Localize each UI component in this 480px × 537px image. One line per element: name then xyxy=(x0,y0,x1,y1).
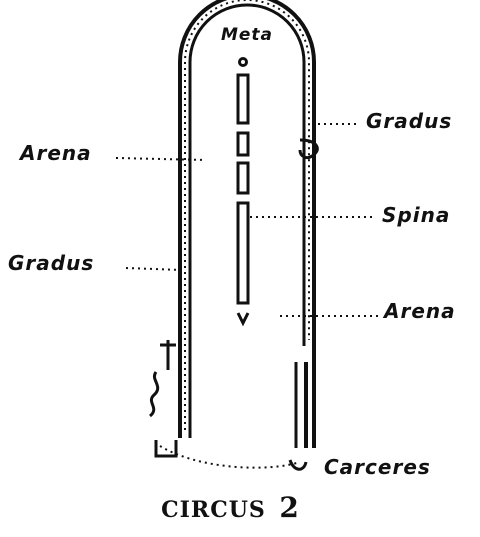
spina-segment xyxy=(238,163,248,193)
label-meta: Meta xyxy=(220,25,274,45)
leader-arena-left xyxy=(116,158,206,160)
label-arena-left: Arena xyxy=(20,141,92,165)
left-entrance-detail xyxy=(150,340,176,416)
caption-text: CIRCUS xyxy=(161,497,266,523)
carceres-right-gate xyxy=(290,460,306,469)
label-spina: Spina xyxy=(382,203,451,227)
figure-caption xyxy=(161,491,299,524)
spina-segment xyxy=(238,133,248,155)
spina xyxy=(238,59,248,324)
carceres-left-gate xyxy=(156,440,176,456)
meta-turning-post-top xyxy=(240,59,247,66)
meta-turning-post-bottom xyxy=(238,313,248,323)
label-gradus-left: Gradus xyxy=(8,251,95,275)
caption-number: 2 xyxy=(279,491,299,524)
carceres-arc xyxy=(160,446,300,468)
label-arena-right: Arena xyxy=(384,299,456,323)
leader-gradus-left xyxy=(126,268,182,270)
spina-segment xyxy=(238,203,248,303)
spina-segment xyxy=(238,75,248,123)
label-carceres: Carceres xyxy=(324,455,431,479)
label-gradus-right: Gradus xyxy=(366,109,453,133)
